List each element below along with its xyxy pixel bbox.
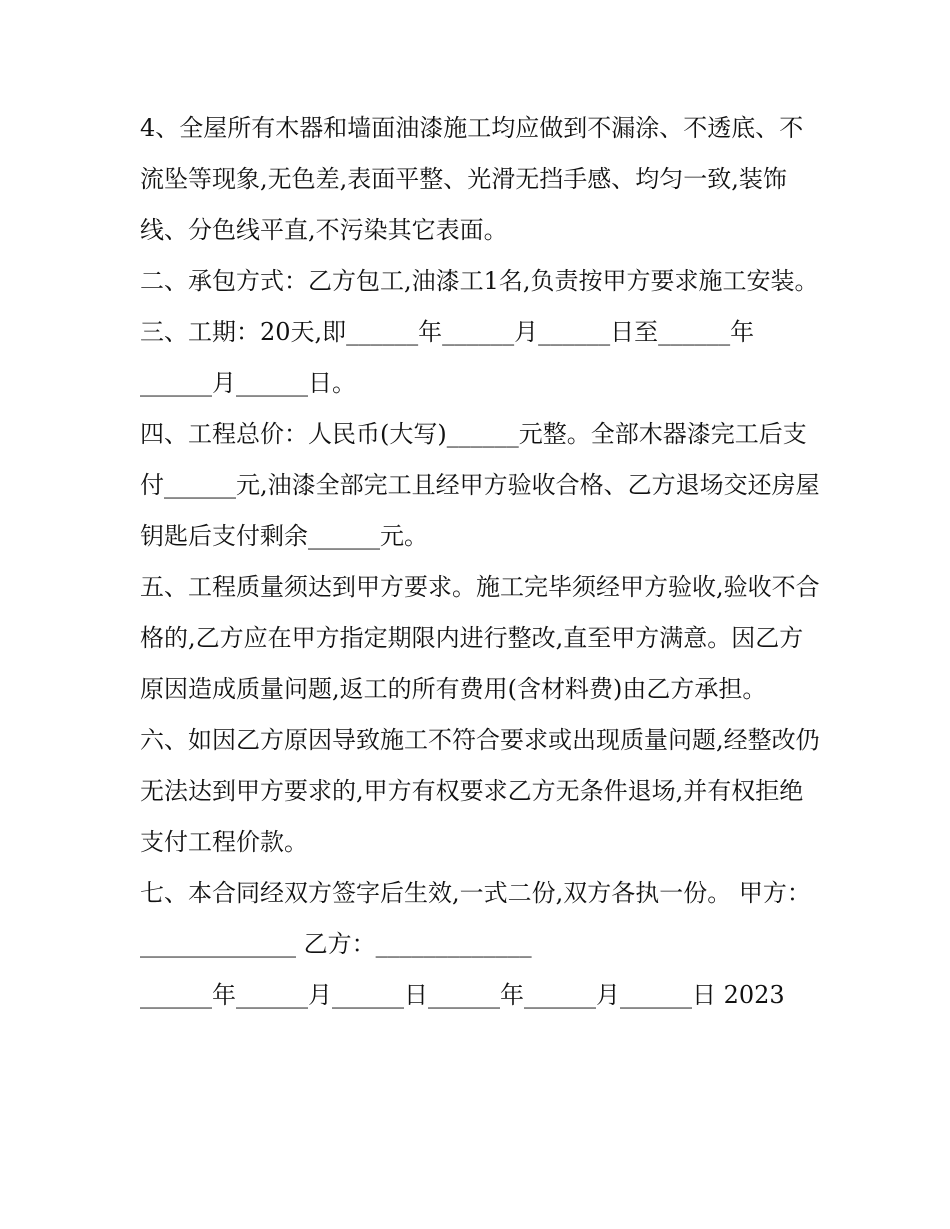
clause-quality: 五、工程质量须达到甲方要求。施工完毕须经甲方验收,验收不合格的,乙方应在甲方指定期限内进行整改,直至甲方满意。因乙方原因造成质量问题,返工的所有费用(含材料费)由乙方承担。 [140,573,820,703]
contract-body [140,103,820,1021]
clause-termination: 六、如因乙方原因导致施工不符合要求或出现质量问题,经整改仍无法达到甲方要求的,甲方有权要求乙方无条件退场,并有权拒绝支付工程价款。 [140,726,820,856]
signature-date-line: ______年______月______日______年______月______日 2023 [140,981,785,1009]
clause-contract-method: 二、承包方式：乙方包工,油漆工1名,负责按甲方要求施工安装。 [140,267,819,295]
clause-effectiveness-signatures: 七、本合同经双方签字后生效,一式二份,双方各执一份。 甲方：_____________ 乙方：_____________ [140,879,811,958]
clause-item-4: 4、全屋所有木器和墙面油漆施工均应做到不漏涂、不透底、不流坠等现象,无色差,表面平整、光滑无挡手感、均匀一致,装饰线、分色线平直,不污染其它表面。 [140,114,804,244]
clause-work-period: 三、工期：20天,即______年______月______日至______年______月______日。 [140,318,755,397]
clause-total-price: 四、工程总价：人民币(大写)______元整。全部木器漆完工后支付______元,油漆全部完工且经甲方验收合格、乙方退场交还房屋钥匙后支付剩余______元。 [140,420,820,550]
